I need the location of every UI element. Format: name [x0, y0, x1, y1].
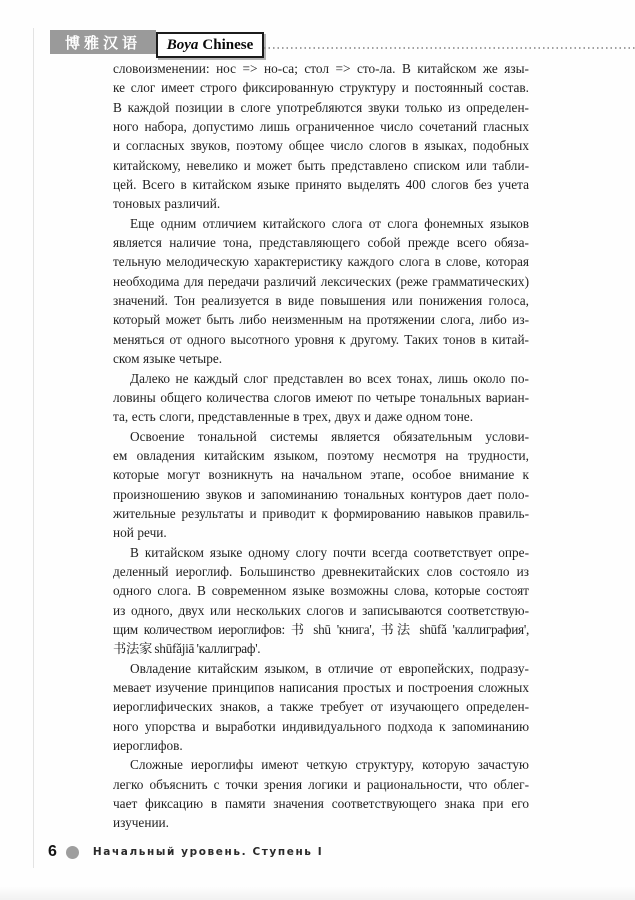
text-line: та, есть слоги, представленные в трех, двух и даже одном тоне. — [113, 409, 474, 425]
text-line: словоизменении: нос => но-са; стол => сто-ла. В китайском же язы- — [113, 61, 529, 76]
text-line: 书法家 shūfǎjiā 'каллиграф'. — [113, 641, 261, 657]
text-line: иероглифов. — [113, 738, 183, 754]
page-edge-scan-line — [33, 28, 34, 868]
text-line: который может быть либо неизменным на протяжении слога, либо из- — [113, 312, 529, 328]
text-line: меняться от одного высотного уровня к другому. Таких тонов в китай- — [113, 331, 529, 347]
header-series-title-regular: Chinese — [202, 36, 254, 53]
text-line: щим количеством иероглифов: 书 shū 'книга', 书法 shūfǎ 'каллиграфия', — [113, 621, 529, 637]
footer-section-label: Начальный уровень. Ступень I — [92, 846, 324, 858]
text-line: китайскому, невелико и может быть представлено списком или табли- — [113, 157, 529, 173]
text-line: деленный иероглиф. Большинство древнекитайских слов состояло из — [113, 563, 529, 579]
header-chinese-title: 博雅汉语 — [64, 33, 141, 52]
text-line: одного слога. В современном языке возможны слова, которые состоят — [113, 583, 529, 599]
text-line: которые могут возникнуть на начальном этапе, особое внимание к — [113, 467, 529, 483]
header-series-title-box — [156, 32, 264, 58]
text-line: тельную мелодическую характеристику каждого слога в слове, которая — [113, 254, 529, 270]
body-text — [113, 59, 529, 833]
text-line: ного упорства и выработки индивидуального подхода к запоминанию — [113, 718, 529, 734]
text-line: и согласных звуков, поэтому общее число слогов в языках, подобных — [113, 138, 529, 154]
text-line: Далеко не каждый слог представлен во всех тонах, лишь около по- — [130, 370, 529, 386]
footer-bullet-icon — [66, 846, 79, 859]
text-line: ного набора, допустимо лишь ограниченное число сочетаний гласных — [113, 119, 529, 135]
text-line: ке слог имеет строго фиксированную структуру и постоянный состав. — [113, 80, 529, 96]
scan-bottom-artifact — [0, 886, 635, 900]
text-line: Сложные иероглифы имеют четкую структуру, которую зачастую — [130, 757, 529, 773]
header-series-title-italic: Boya — [166, 36, 199, 53]
text-line: тоновых различий. — [113, 196, 221, 212]
header-dotted-rule — [264, 47, 635, 49]
text-line: легко объяснить с точки зрения логики и рациональности, что облег- — [113, 776, 529, 792]
text-line: ловины общего количества слогов имеют по четыре тональных вариан- — [113, 389, 529, 405]
text-line: В китайском языке одному слогу почти всегда соответствует опре- — [130, 544, 529, 560]
text-line: Освоение тональной системы является обязательным услови- — [130, 428, 529, 444]
text-line: мевает изучение принципов написания простых и построения сложных — [113, 680, 529, 695]
text-line: цей. Всего в китайском языке принято выделять 400 слогов без учета — [113, 177, 529, 193]
text-line: ной речи. — [113, 525, 167, 541]
text-line: чает фиксацию в памяти значения соответствующего знака при его — [113, 796, 529, 812]
text-line: Еще одним отличием китайского слога от слога фонемных языков — [130, 215, 529, 231]
text-line: изучении. — [113, 815, 169, 831]
text-line: произношению звуков и запоминанию тональных контуров дает поло- — [113, 486, 529, 502]
text-line: значений. Тон реализуется в виде повышения или понижения голоса, — [113, 293, 529, 309]
text-line: ем овладения китайским языком, поэтому несмотря на трудности, — [113, 447, 529, 463]
text-line: необходима для передачи различий лексических (реже грамматических) — [113, 273, 529, 289]
text-line: иероглифических знаков, а также требует от изучающего определен- — [113, 699, 529, 715]
page-footer — [48, 842, 323, 862]
text-line: ском языке четыре. — [113, 351, 223, 367]
text-line: из одного, двух или нескольких слогов и записываются соответствую- — [113, 602, 529, 618]
header-chinese-title-box — [50, 30, 156, 54]
page-number: 6 — [48, 843, 57, 860]
text-line: Овладение китайским языком, в отличие от европейских, подразу- — [130, 660, 529, 676]
text-line: является наличие тона, представляющего собой прежде всего обяза- — [113, 235, 529, 251]
text-line: жительные результаты и приводит к формированию навыков правиль- — [113, 505, 529, 521]
text-line: В каждой позиции в слоге употребляются звуки только из определен- — [113, 99, 529, 115]
